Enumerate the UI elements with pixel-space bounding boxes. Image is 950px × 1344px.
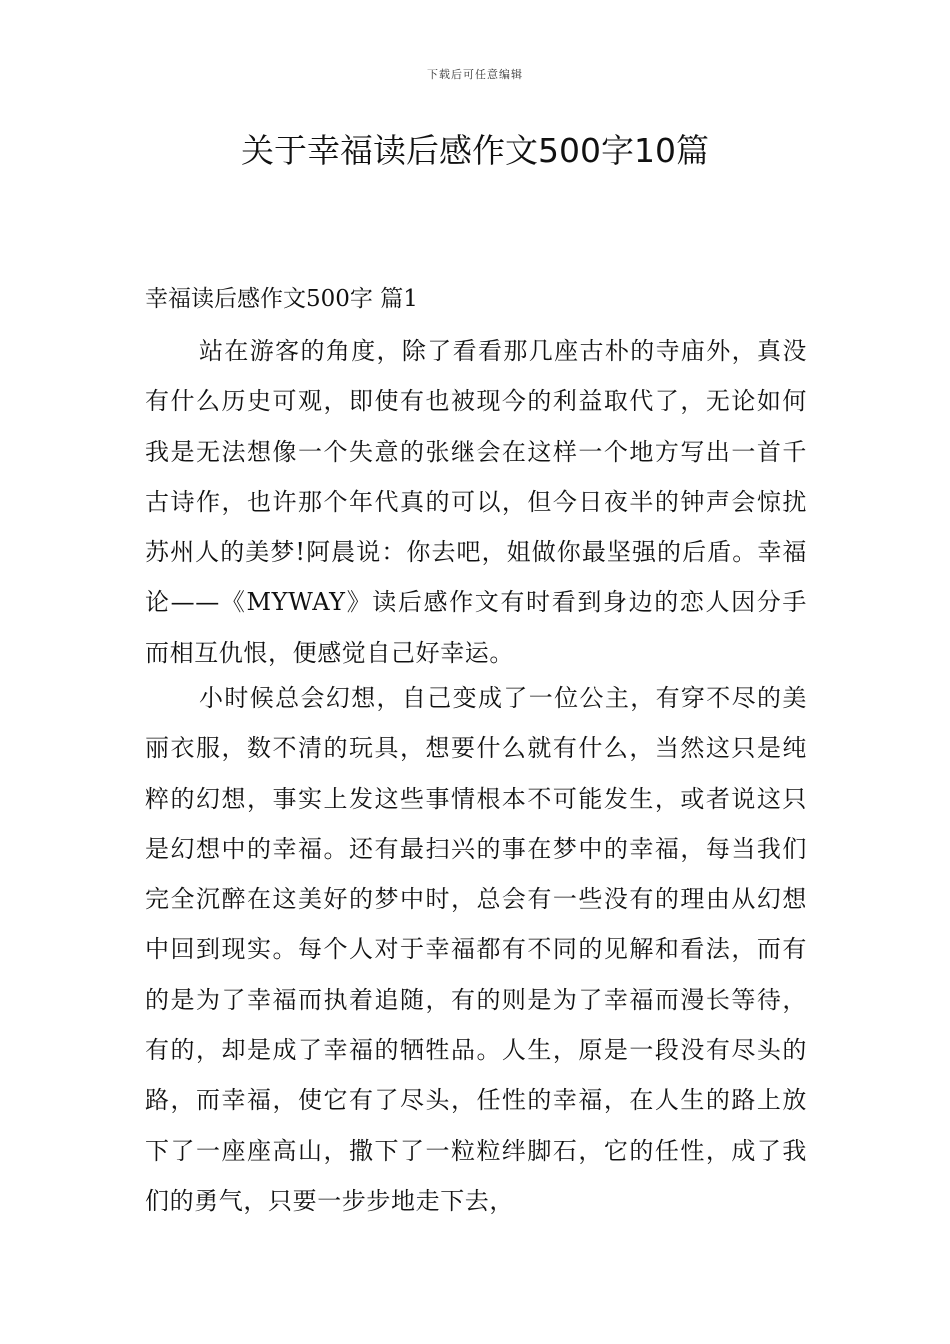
document-title: 关于幸福读后感作文500字10篇: [241, 131, 709, 170]
paragraph-1: 站在游客的角度，除了看看那几座古朴的寺庙外，真没有什么历史可观，即使有也被现今的利益取代了，无论如何我是无法想像一个失意的张继会在这样一个地方写出一首千古诗作，也许那个年代真的可以，但今日夜半的钟声会惊扰苏州人的美梦!阿晨说：你去吧，姐做你最坚强的后盾。幸福论——《MYWAY》读后感作文有时看到身边的恋人因分手而相互仇恨，便感觉自己好幸运。: [145, 337, 807, 667]
section-heading: 幸福读后感作文500字 篇1: [145, 286, 418, 312]
paragraph-2: 小时候总会幻想，自己变成了一位公主，有穿不尽的美丽衣服，数不清的玩具，想要什么就有什么，当然这只是纯粹的幻想，事实上发这些事情根本不可能发生，或者说这只是幻想中的幸福。还有最扫兴的事在梦中的幸福，每当我们完全沉醉在这美好的梦中时，总会有一些没有的理由从幻想中回到现实。每个人对于幸福都有不同的见解和看法，而有的是为了幸福而执着追随，有的则是为了幸福而漫长等待，有的，却是成了幸福的牺牲品。人生，原是一段没有尽头的路，而幸福，使它有了尽头，任性的幸福，在人生的路上放下了一座座高山，撒下了一粒粒绊脚石，它的任性，成了我们的勇气，只要一步步地走下去，: [145, 684, 807, 1215]
header-note: 下载后可任意编辑: [427, 68, 523, 81]
